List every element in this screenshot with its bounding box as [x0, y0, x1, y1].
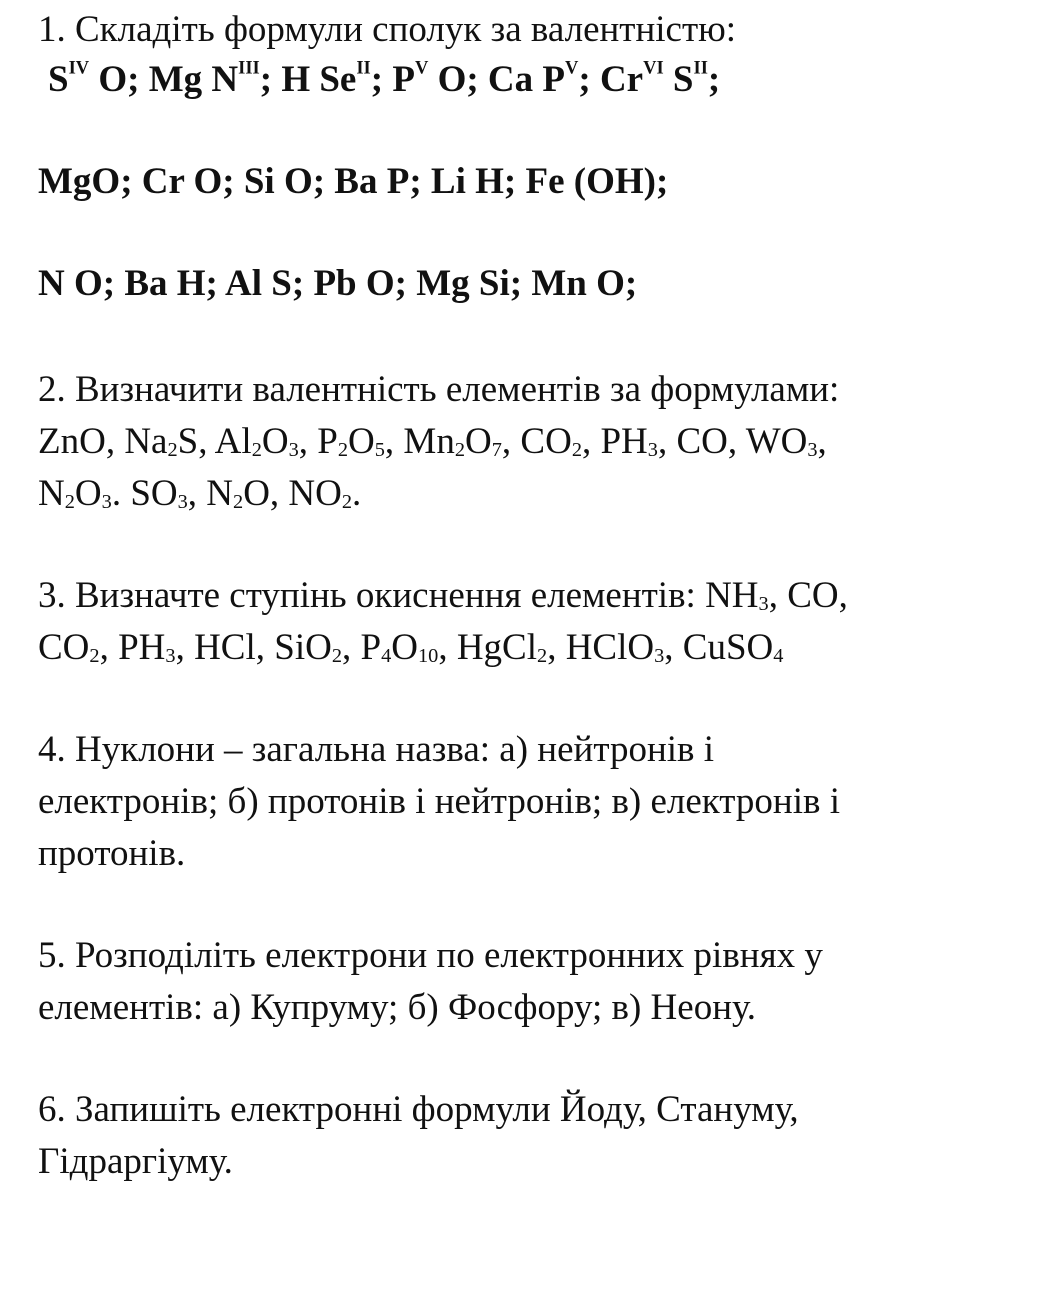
valence-superscript: VI — [643, 58, 664, 79]
formula-subscript: 7 — [491, 439, 502, 462]
valence-superscript: III — [238, 58, 260, 79]
task-5-line-2: елементів: а) Купруму; б) Фосфору; в) Неону. — [38, 987, 757, 1028]
valence-superscript: V — [565, 58, 579, 79]
task-6-line-2: Гідраргіуму. — [38, 1141, 233, 1182]
task-2-formulas-line-1: ZnO, $Na_2S$, $Al_2O_3$, $P_2O_5$, $Mn_2O_7$, $CO_2$, $PH_3$, CO, $WO_3$, — [38, 421, 827, 462]
formula-subscript: 3 — [177, 491, 188, 514]
formula-subscript: 3 — [758, 593, 769, 616]
task-3 — [38, 570, 1028, 674]
task-5 — [38, 930, 1028, 1034]
formula-subscript: 3 — [654, 645, 665, 668]
formula-subscript: 3 — [288, 439, 299, 462]
task-2 — [38, 364, 1028, 520]
formula-subscript: 2 — [337, 439, 349, 462]
formula-subscript: 4 — [381, 645, 392, 668]
task-6-line-1: 6. Запишіть електронні формули Йоду, Стануму, — [38, 1089, 799, 1130]
task-4 — [38, 724, 1028, 880]
task-6 — [38, 1084, 1028, 1188]
valence-superscript: V — [414, 58, 429, 79]
task-1-formula-row-1: $S^{IV}$ O; Mg $N^{III}$; H $Se^{II}$; $P^V$ O; Ca $P^V$; $Cr^{VI}$ $S^{II}$; — [48, 58, 721, 100]
formula-subscript: 2 — [64, 491, 75, 514]
formula-subscript: 10 — [417, 645, 439, 668]
task-1-formula-row-3: N O; Ba H; Al S; Pb O; Mg Si; Mn O; — [38, 263, 638, 304]
task-5-line-1: 5. Розподіліть електрони по електронних рівнях у — [38, 935, 823, 976]
task-3-line-1: 3. Визначте ступінь окиснення елементів: $NH_3$, CO, — [38, 575, 848, 616]
task-4-line-3: протонів. — [38, 833, 186, 874]
task-4-line-1: 4. Нуклони – загальна назва: а) нейтронів і — [38, 729, 715, 770]
formula-subscript: 2 — [167, 439, 178, 462]
task-1-formula-row-2: MgO; Cr O; Si O; Ba P; Li H; Fe (OH); — [38, 161, 669, 202]
formula-subscript: 2 — [537, 645, 548, 668]
task-4-line-2: електронів; б) протонів і нейтронів; в) електронів і — [38, 781, 840, 822]
formula-subscript: 2 — [454, 439, 465, 462]
formula-subscript: 2 — [233, 491, 244, 514]
formula-subscript: 5 — [374, 439, 385, 462]
task-1-heading: 1. Складіть формули сполук за валентністю: — [38, 9, 737, 50]
valence-superscript: IV — [68, 58, 90, 79]
formula-subscript: 2 — [571, 439, 582, 462]
valence-superscript: II — [693, 58, 708, 79]
formula-subscript: 3 — [807, 439, 818, 462]
formula-subscript: 3 — [165, 645, 176, 668]
task-2-heading: 2. Визначити валентність елементів за формулами: — [38, 369, 840, 410]
formula-subscript: 3 — [647, 439, 658, 462]
formula-subscript: 2 — [331, 645, 342, 668]
task-3-line-2: $CO_2$, $PH_3$, HCl, SiO$_2$, $P_4O_{10}$, HgCl$_2$, HClO$_3$, CuSO$_4$ — [38, 627, 784, 668]
valence-superscript: II — [356, 58, 371, 79]
formula-subscript: 2 — [89, 645, 100, 668]
formula-subscript: 2 — [251, 439, 262, 462]
formula-subscript: 3 — [101, 491, 112, 514]
task-2-formulas-line-2: $N_2O_3$. $SO_3$, $N_2O$, $NO_2$. — [38, 473, 362, 514]
formula-subscript: 2 — [341, 491, 353, 514]
formula-subscript: 4 — [773, 645, 784, 668]
